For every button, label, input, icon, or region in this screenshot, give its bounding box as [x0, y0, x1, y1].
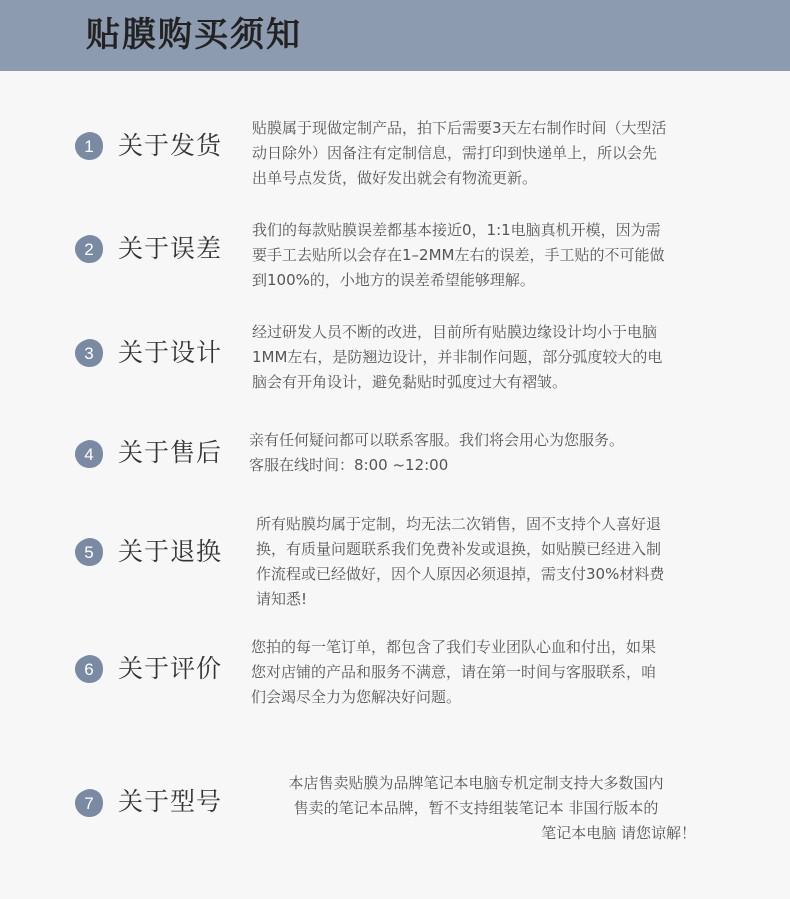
- item-description: 所有贴膜均属于定制，均无法二次销售，固不支持个人喜好退 换，有质量问题联系我们免费补发或退换，如贴膜已经进入制 作流程或已经做好，因个人原因必须退掉，需支付30%材料费 请知悉!: [256, 515, 665, 608]
- item-heading: 关于误差: [118, 234, 223, 263]
- svg-text:4: 4: [84, 445, 94, 464]
- item-heading: 关于售后: [118, 438, 223, 467]
- svg-text:2: 2: [84, 240, 94, 259]
- number-badge-icon: [74, 131, 104, 161]
- item-heading: 关于发货: [118, 131, 223, 160]
- item-description: 本店售卖贴膜为品牌笔记本电脑专机定制支持大多数国内 售卖的笔记本品牌，暂不支持组装笔记本 非国行版本的 笔记本电脑 请您谅解！: [288, 774, 696, 842]
- item-heading: 关于评价: [118, 654, 223, 683]
- svg-text:7: 7: [84, 794, 94, 813]
- item-heading: 关于型号: [118, 787, 223, 816]
- item-heading: 关于退换: [118, 537, 223, 566]
- item-description: 您拍的每一笔订单，都包含了我们专业团队心血和付出，如果 您对店铺的产品和服务不满意，请在第一时间与客服联系，咱 们会竭尽全力为您解决好问题。: [251, 638, 657, 706]
- page-title: 贴膜购买须知: [86, 15, 302, 55]
- number-badge-icon: [74, 234, 104, 264]
- item-description: 亲有任何疑问都可以联系客服。我们将会用心为您服务。 客服在线时间：8:00 ~12:00: [249, 431, 625, 474]
- number-badge-icon: [74, 788, 104, 818]
- number-badge-icon: [74, 439, 104, 469]
- item-description: 经过研发人员不断的改进，目前所有贴膜边缘设计均小于电脑 1MM左右，是防翘边设计，并非制作问题，部分弧度较大的电 脑会有开角设计，避免黏贴时弧度过大有褶皱。: [252, 323, 663, 391]
- number-badge-icon: [74, 537, 104, 567]
- number-badge-icon: [74, 338, 104, 368]
- item-description: 我们的每款贴膜误差都基本接近0，1:1电脑真机开模，因为需 要手工去贴所以会存在1–2MM左右的误差，手工贴的不可能做 到100%的，小地方的误差希望能够理解。: [252, 221, 665, 289]
- number-badge-icon: [74, 654, 104, 684]
- svg-text:3: 3: [84, 344, 94, 363]
- item-description: 贴膜属于现做定制产品，拍下后需要3天左右制作时间（大型活 动日除外）因备注有定制信息，需打印到快递单上，所以会先 出单号点发货，做好发出就会有物流更新。: [252, 119, 667, 187]
- svg-text:1: 1: [84, 137, 94, 156]
- header-banner: [0, 0, 790, 71]
- item-heading: 关于设计: [118, 338, 223, 367]
- svg-text:6: 6: [84, 660, 94, 679]
- svg-text:5: 5: [84, 543, 94, 562]
